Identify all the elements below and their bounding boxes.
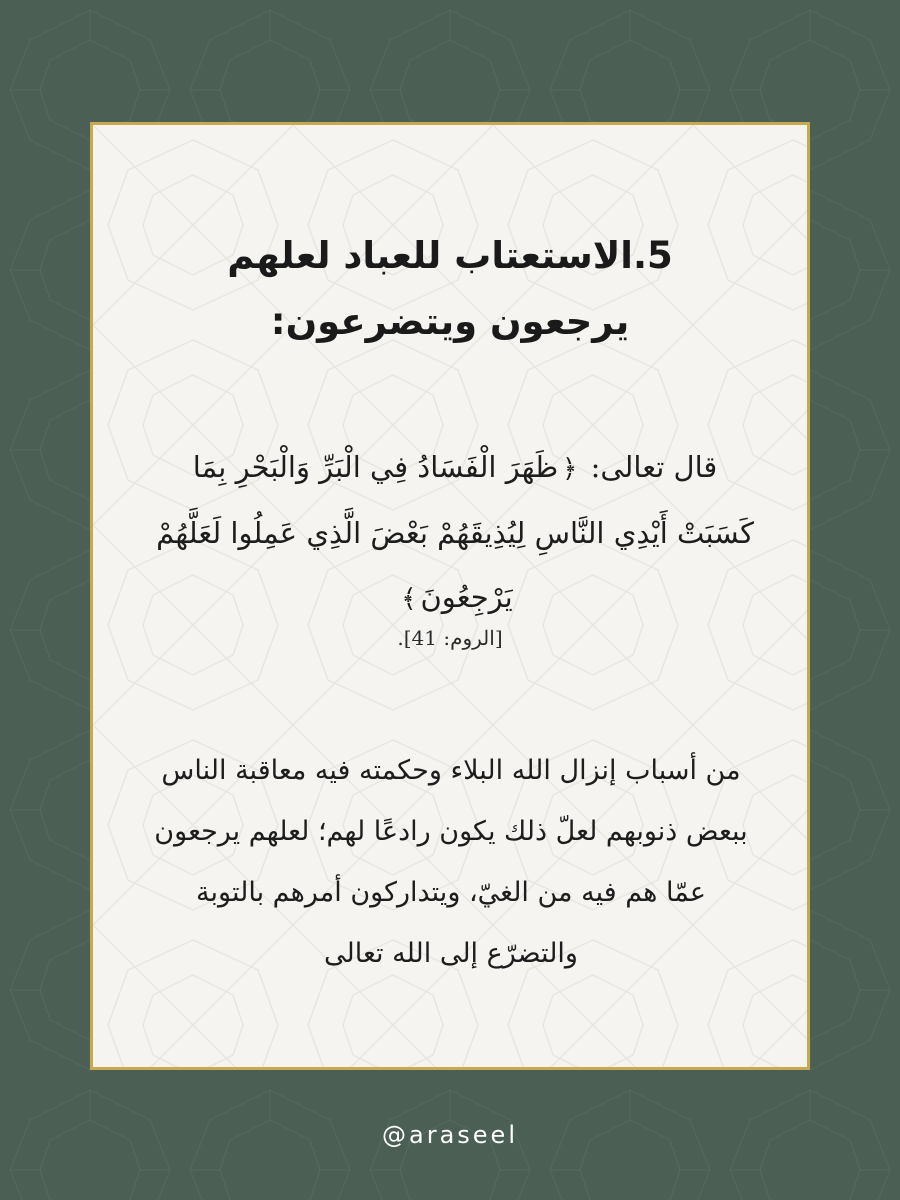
ornament-close-icon: ﴾ bbox=[401, 584, 417, 614]
explanation-text: من أسباب إنزال الله البلاء وحكمته فيه معاقبة الناس ببعض ذنوبهم لعلّ ذلك يكون رادعًا لهم؛ لعلهم يرجعون عمّا هم فيه من الغيّ، ويتداركون أمرهم بالتوبة والتضرّع إلى الله تعالى bbox=[154, 755, 748, 969]
account-handle: @araseel bbox=[382, 1121, 518, 1149]
ornament-open-icon: ﴿ bbox=[562, 454, 578, 484]
page-title: 5.الاستعتاب للعباد لعلهم يرجعون ويتضرعون: bbox=[227, 234, 673, 343]
quran-quote bbox=[153, 435, 757, 631]
verse-reference: [الروم: 41]. bbox=[397, 626, 503, 650]
quote-verse: ظَهَرَ الْفَسَادُ فِي الْبَرِّ وَالْبَحْرِ بِمَا كَسَبَتْ أَيْدِي النَّاسِ لِيُذِيقَهُمْ بَعْضَ الَّذِي عَمِلُوا لَعَلَّهُمْ يَرْجِعُونَ bbox=[156, 450, 754, 614]
quote-intro: قال تعالى: bbox=[590, 450, 718, 484]
content-card bbox=[90, 122, 810, 1070]
